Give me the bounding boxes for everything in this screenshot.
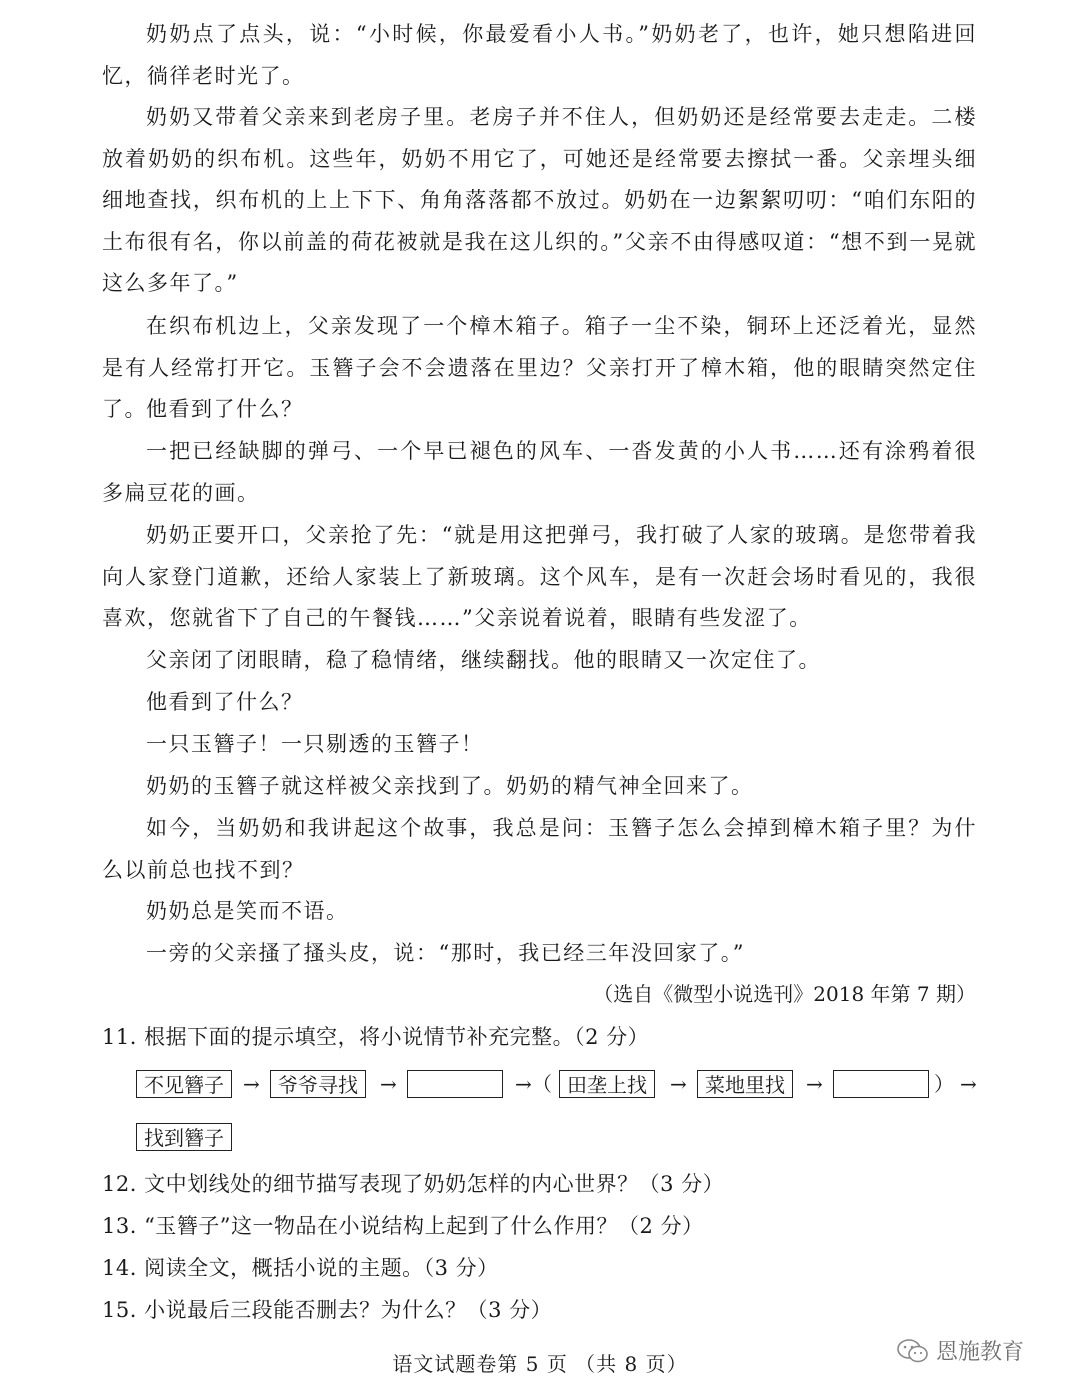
story-paragraph: 奶奶正要开口，父亲抢了先：“就是用这把弹弓，我打破了人家的玻璃。是您带着我向人家登门道歉，还给人家装上了新玻璃。这个风车，是有一次赶会场时看见的，我很喜欢，您就省下了自己的午餐钱……”父亲说着说着，眼睛有些发涩了。 [102, 523, 977, 631]
page-footer: 语文试题卷第 5 页 （共 8 页） [392, 1352, 688, 1376]
plot-box-7: 找到簪子 [136, 1123, 232, 1151]
question-15: 15. 小说最后三段能否删去？为什么？（3 分） [102, 1298, 553, 1322]
close-paren: ） [934, 1072, 954, 1096]
wechat-icon [896, 1338, 930, 1364]
answer-blank-2[interactable] [833, 1070, 929, 1098]
arrow-icon: → [960, 1072, 977, 1096]
story-paragraph: 奶奶的玉簪子就这样被父亲找到了。奶奶的精气神全回来了。 [146, 774, 754, 798]
question-12: 12. 文中划线处的细节描写表现了奶奶怎样的内心世界？（3 分） [102, 1172, 725, 1196]
story-source: （选自《微型小说选刊》2018 年第 7 期） [593, 982, 976, 1006]
arrow-icon: → [670, 1072, 687, 1096]
question-13: 13. “玉簪子”这一物品在小说结构上起到了什么作用？（2 分） [102, 1214, 704, 1238]
watermark [896, 1335, 1024, 1366]
plot-box-5: 菜地里找 [697, 1070, 793, 1098]
arrow-icon: → [380, 1072, 397, 1096]
story-paragraph: 在织布机边上，父亲发现了一个樟木箱子。箱子一尘不染，铜环上还泛着光，显然是有人经常打开它。玉簪子会不会遗落在里边？父亲打开了樟木箱，他的眼睛突然定住了。 [102, 314, 977, 422]
story-paragraph: 他看到了什么？ [146, 397, 304, 421]
open-paren: （ [532, 1072, 552, 1096]
answer-blank-1[interactable] [407, 1070, 503, 1098]
story-paragraph: 他看到了什么？ [146, 690, 304, 714]
story-paragraph: 奶奶点了点头，说：“小时候，你最爱看小人书。”奶奶老了，也许，她只想陷进回忆，徜徉老时光了。 [102, 22, 977, 88]
arrow-icon: → [515, 1072, 532, 1096]
story-paragraph: 奶奶总是笑而不语。 [146, 899, 349, 923]
plot-box-2: 爷爷寻找 [270, 1070, 366, 1098]
plot-box-1: 不见簪子 [136, 1070, 232, 1098]
story-paragraph: 如今，当奶奶和我讲起这个故事，我总是问：玉簪子怎么会掉到樟木箱子里？为什么以前总也找不到？ [102, 816, 977, 882]
story-paragraph: 一只玉簪子！一只剔透的玉簪子！ [146, 732, 484, 756]
arrow-icon: → [243, 1072, 260, 1096]
plot-box-4: 田垄上找 [559, 1070, 655, 1098]
story-paragraph: 父亲闭了闭眼睛，稳了稳情绪，继续翻找。他的眼睛又一次定住了。 [146, 648, 821, 672]
story-paragraph: 一旁的父亲搔了搔头皮，说：“那时，我已经三年没回家了。” [146, 941, 745, 965]
question-14: 14. 阅读全文，概括小说的主题。（3 分） [102, 1256, 499, 1280]
arrow-icon: → [806, 1072, 823, 1096]
story-paragraph: 一把已经缺脚的弹弓、一个早已褪色的风车、一沓发黄的小人书……还有涂鸦着很多扁豆花的画。 [102, 439, 977, 505]
question-11: 11. 根据下面的提示填空，将小说情节补充完整。（2 分） [102, 1025, 650, 1049]
story-paragraph: 奶奶又带着父亲来到老房子里。老房子并不住人，但奶奶还是经常要去走走。二楼放着奶奶的织布机。这些年，奶奶不用它了，可她还是经常要去擦拭一番。父亲埋头细细地查找，织布机的上上下下、角角落落都不放过。奶奶在一边絮絮叨叨：“咱们东阳的土布很有名，你以前盖的荷花被就是我在这儿织的。”父亲不由得感叹道：“想不到一晃就这么多年了。” [102, 105, 977, 296]
watermark-text: 恩施教育 [936, 1340, 1025, 1365]
